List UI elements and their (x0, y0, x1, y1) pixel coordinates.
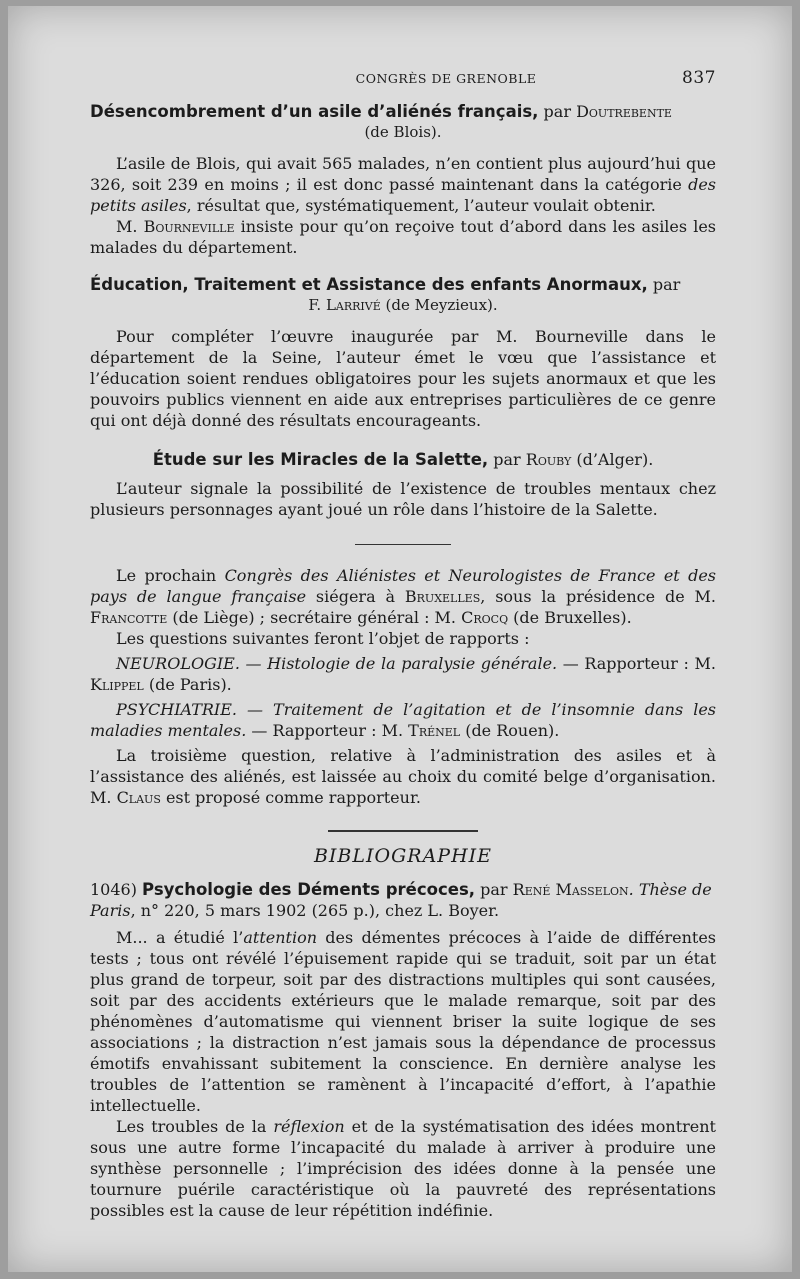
question-neurology: NEUROLOGIE. — Histologie de la paralysie générale. — Rapporteur : M. Klippel (de Paris). (90, 654, 716, 694)
scanned-page (8, 6, 792, 1272)
page-number: 837 (682, 68, 716, 88)
section-2-paragraph-1: Pour compléter l’œuvre inaugurée par M. Bourneville dans le département de la Seine, l’auteur émet le vœu que l’assistance et l’éducation soient rendues obligatoires pour les sujets anormaux et que les pouvoirs publics viennent en aide aux entreprises particulières de ce genre qui ont déjà donné des résultats encourageants. (90, 327, 716, 430)
divider-long (328, 830, 478, 832)
section-2-heading: Éducation, Traitement et Assistance des enfants Anormaux, (90, 275, 648, 294)
question-psychiatry: PSYCHIATRIE. — Traitement de l’agitation et de l’insomnie dans les maladies mentales. — Rapporteur : M. Trénel (de Rouen). (90, 700, 716, 740)
section-1-author: Doutrebente (576, 102, 672, 121)
divider-short (355, 544, 451, 545)
running-header (90, 68, 716, 89)
entry-author: René Masselon (512, 880, 629, 899)
third-question: La troisième question, relative à l’administration des asiles et à l’assistance des aliénés, est laissée au choix du comité belge d’organisation. M. Claus est proposé comme rapporteur. (90, 746, 716, 807)
running-title: CONGRÈS DE GRENOBLE (355, 71, 537, 86)
section-1-heading: Désencombrement d’un asile d’aliénés français, (90, 102, 539, 121)
section-3-paragraph-1: L’auteur signale la possibilité de l’existence de troubles mentaux chez plusieurs personnages ayant joué un rôle dans l’histoire de la Salette. (90, 479, 716, 519)
bibliography-paragraph-2: Les troubles de la réflexion et de la systématisation des idées montrent sous une autre forme l’incapacité du malade à arriver à produire une synthèse personnelle ; l’imprécision des idées donne à la pensée une tournure puérile caractéristique où la pauvreté des représentations possibles est la cause de leur répétition indéfinie. (90, 1117, 716, 1220)
section-1-title (90, 101, 716, 143)
section-2-by: par (652, 275, 681, 294)
section-2-title (90, 274, 716, 316)
section-1-paragraph-1: L’asile de Blois, qui avait 565 malades, n’en contient plus aujourd’hui que 326, soit 239 en moins ; il est donc passé maintenant dans la catégorie des petits asiles, résultat que, systématiquement, l’auteur voulait obtenir. (90, 154, 716, 215)
entry-heading: Psychologie des Déments précoces, (142, 880, 476, 899)
congress-announcement: Le prochain Congrès des Aliénistes et Neurologistes de France et des pays de langue française siégera à Bruxelles, sous la présidence de M. Francotte (de Liège) ; secrétaire général : M. Crocq (de Bruxelles). (90, 566, 717, 627)
section-1-by: par (543, 102, 571, 121)
questions-intro: Les questions suivantes feront l’objet de rapports : (116, 629, 530, 648)
section-2-author-line: F. Larrivé (de Meyzieux). (308, 296, 498, 314)
bibliography-heading: BIBLIOGRAPHIE (313, 845, 493, 867)
section-1-paragraph-2: M. Bourneville insiste pour qu’on reçoive tout d’abord dans les asiles les malades du département. (90, 217, 716, 257)
section-3-heading: Étude sur les Miracles de la Salette, (152, 450, 489, 469)
section-3-title: Étude sur les Miracles de la Salette, par Rouby (d’Alger). (152, 450, 654, 469)
bibliography-paragraph-1: M... a étudié l’attention des démentes précoces à l’aide de différentes tests ; tous ont révélé l’épuisement rapide qui se traduit, soit par un état plus grand de torpeur, soit par des distractions multiples qui sont causées, soit par des accidents extérieurs que le malade remarque, soit par des phénomènes d’automatisme qui viennent briser la suite logique de ses associations ; la distraction n’est jamais sous la dépendance de processus émotifs envahissant subitement la conscience. En dernière analyse les troubles de l’attention se ramènent à l’incapacité d’effort, à l’apathie intellectuelle. (90, 928, 716, 1115)
bibliography-entry-title: 1046) Psychologie des Déments précoces, par René Masselon. Thèse de Paris, n° 220, 5 mars 1902 (265 p.), chez L. Boyer. (90, 880, 712, 920)
section-1-place: (de Blois). (364, 123, 442, 141)
page-content (90, 68, 716, 1221)
